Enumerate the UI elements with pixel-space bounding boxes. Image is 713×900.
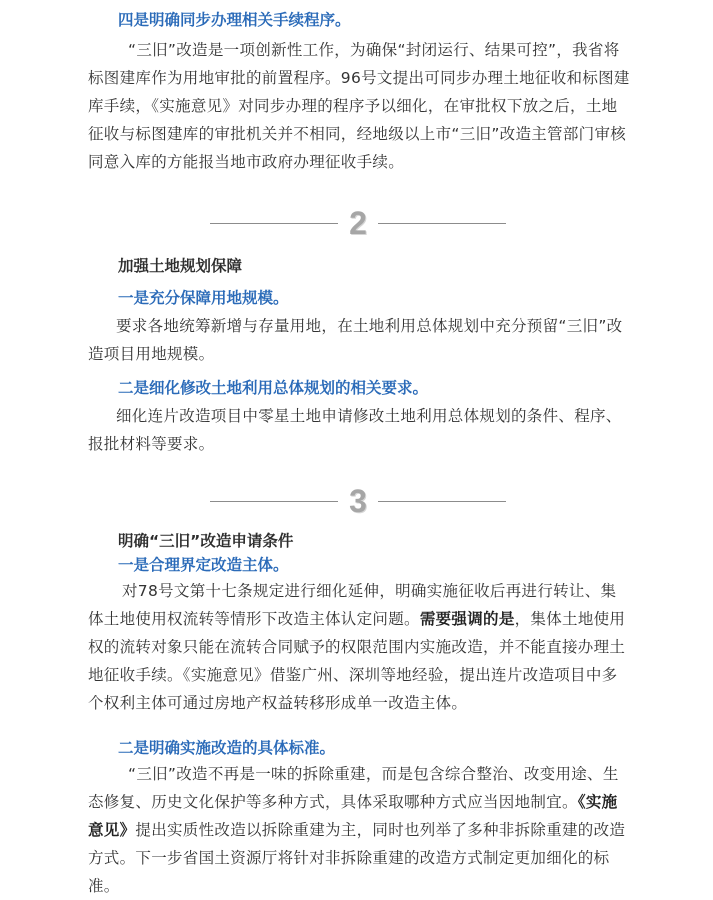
- section3-point2-text-b: 提出实质性改造以拆除重建为主，同时也列举了多种非拆除重建的改造方式。下一步省国土资源厅将针对非拆除重建的改造方式制定更加细化的标准。: [88, 821, 626, 895]
- section-divider-3: [210, 484, 506, 518]
- divider-line-right: [378, 223, 506, 224]
- section3-point2-body: [88, 760, 630, 900]
- divider-line-left: [210, 501, 338, 502]
- section2-point1-body: 要求各地统筹新增与存量用地，在土地利用总体规划中充分预留“三旧”改造项目用地规模。: [88, 317, 623, 363]
- section2-point2-heading: 二是细化修改土地利用总体规划的相关要求。: [118, 379, 429, 397]
- section-number-3: 3: [349, 483, 367, 519]
- section-number-2: 2: [349, 205, 367, 241]
- section3-title: 明确“三旧”改造申请条件: [118, 532, 294, 550]
- section3-point1-text-a: 对78号文第十七条规定进行细化延伸，明确实施征收后再进行转让、集体土地使用权流转等情形下改造主体认定问题。: [88, 582, 617, 628]
- section2-point1-heading: 一是充分保障用地规模。: [118, 289, 289, 307]
- section3-point2-heading: 二是明确实施改造的具体标准。: [118, 739, 336, 757]
- section1-body: “三旧”改造是一项创新性工作，为确保“封闭运行、结果可控”，我省将标图建库作为用地审批的前置程序。96号文提出可同步办理土地征收和标图建库手续，《实施意见》对同步办理的程序予以细化，在审批权下放之后，土地征收与标图建库的审批机关并不相同，经地级以上市“三旧”改造主管部门审核同意入库的方能报当地市政府办理征收手续。: [88, 41, 630, 171]
- section3-point1-emphasis: 需要强调的是: [419, 610, 515, 628]
- section2-title: 加强土地规划保障: [118, 257, 243, 275]
- section3-point1-heading: 一是合理界定改造主体。: [118, 556, 289, 574]
- divider-line-right: [378, 501, 506, 502]
- section-divider-2: [210, 206, 506, 240]
- section3-point1-text-b: ，集体土地使用权的流转对象只能在流转合同赋予的权限范围内实施改造，并不能直接办理土地征收手续。《实施意见》借鉴广州、深圳等地经验，提出连片改造项目中多个权利主体可通过房地产权益转移形成单一改造主体。: [88, 610, 626, 712]
- section3-point1-body: [88, 577, 630, 717]
- divider-line-left: [210, 223, 338, 224]
- section1-heading: 四是明确同步办理相关手续程序。: [118, 11, 351, 29]
- section3-point2-text-a: “三旧”改造不再是一味的拆除重建，而是包含综合整治、改变用途、生态修复、历史文化保护等多种方式，具体采取哪种方式应当因地制宜。: [88, 765, 619, 811]
- section2-point2-body: 细化连片改造项目中零星土地申请修改土地利用总体规划的条件、程序、报批材料等要求。: [88, 407, 622, 453]
- section3-point2-emphasis: 《实施意见》: [88, 793, 618, 839]
